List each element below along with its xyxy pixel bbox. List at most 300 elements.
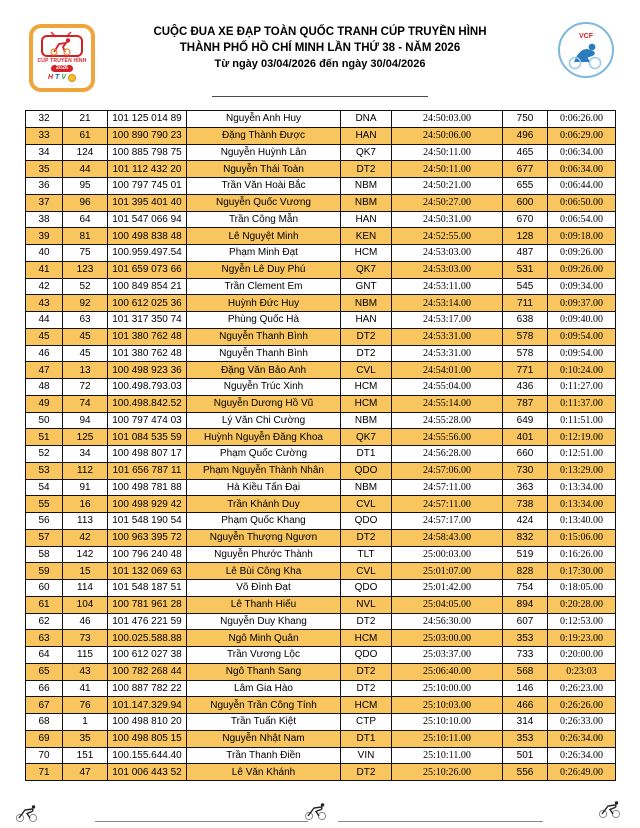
cell-uci_id: 100 849 854 21 — [108, 278, 187, 295]
cell-gap: 0:09:37.00 — [548, 295, 616, 312]
cell-gap: 0:11:27.00 — [548, 379, 616, 396]
cell-name: Ngyễn Lê Duy Phú — [187, 261, 341, 278]
cell-time: 24:53:17.00 — [392, 312, 503, 329]
table-row — [26, 697, 616, 714]
cell-points: 677 — [503, 161, 548, 178]
cell-team: HAN — [341, 312, 392, 329]
htv-letter: T — [55, 74, 60, 81]
cell-gap: 0:06:29.00 — [548, 127, 616, 144]
cell-bib: 104 — [63, 596, 108, 613]
cell-name: Nguyễn Thượng Ngươn — [187, 529, 341, 546]
cell-uci_id: 100 498 838 48 — [108, 228, 187, 245]
cell-points: 894 — [503, 596, 548, 613]
cell-name: Phạm Minh Đạt — [187, 245, 341, 262]
cell-points: 465 — [503, 144, 548, 161]
cell-points: 649 — [503, 412, 548, 429]
cell-bib: 42 — [63, 529, 108, 546]
cell-team: QK7 — [341, 261, 392, 278]
cell-rank: 39 — [26, 228, 63, 245]
cell-team: QK7 — [341, 429, 392, 446]
cell-points: 655 — [503, 178, 548, 195]
cell-rank: 62 — [26, 613, 63, 630]
cell-team: NBM — [341, 479, 392, 496]
cell-uci_id: 100 885 798 75 — [108, 144, 187, 161]
cell-gap: 0:26:33.00 — [548, 714, 616, 731]
cell-time: 24:50:21.00 — [392, 178, 503, 195]
table-row — [26, 596, 616, 613]
tv-cyclist-icon — [40, 31, 84, 57]
cell-team: DT2 — [341, 680, 392, 697]
cell-name: Nguyễn Phước Thành — [187, 546, 341, 563]
cell-name: Nguyễn Thái Toàn — [187, 161, 341, 178]
cell-name: Lý Văn Chi Cường — [187, 412, 341, 429]
cell-uci_id: 100 796 240 48 — [108, 546, 187, 563]
cell-gap: 0:06:54.00 — [548, 211, 616, 228]
cell-team: GNT — [341, 278, 392, 295]
cell-time: 25:03:37.00 — [392, 647, 503, 664]
cell-team: DT2 — [341, 613, 392, 630]
vcf-cyclist-icon — [566, 40, 606, 70]
cell-points: 638 — [503, 312, 548, 329]
cell-uci_id: 100 498 923 36 — [108, 362, 187, 379]
cell-time: 25:10:00.00 — [392, 680, 503, 697]
cup-logo-year: 2026 — [51, 65, 73, 72]
cell-time: 25:01:42.00 — [392, 580, 503, 597]
table-row — [26, 529, 616, 546]
cell-gap: 0:13:40.00 — [548, 513, 616, 530]
cell-team: QDO — [341, 647, 392, 664]
cell-rank: 44 — [26, 312, 63, 329]
cell-points: 314 — [503, 714, 548, 731]
cell-team: NVL — [341, 596, 392, 613]
table-row — [26, 580, 616, 597]
cell-time: 24:56:28.00 — [392, 446, 503, 463]
cell-team: DT2 — [341, 529, 392, 546]
cell-name: Nguyễn Trúc Xinh — [187, 379, 341, 396]
cell-rank: 51 — [26, 429, 63, 446]
cell-bib: 45 — [63, 328, 108, 345]
cell-gap: 0:11:51.00 — [548, 412, 616, 429]
cell-points: 436 — [503, 379, 548, 396]
cell-name: Lê Thanh Hiếu — [187, 596, 341, 613]
table-row — [26, 764, 616, 781]
vcf-logo — [558, 22, 614, 78]
cell-uci_id: 100 887 782 22 — [108, 680, 187, 697]
table-row — [26, 395, 616, 412]
cell-uci_id: 101 656 787 11 — [108, 462, 187, 479]
cell-time: 24:50:11.00 — [392, 161, 503, 178]
cell-bib: 16 — [63, 496, 108, 513]
cell-uci_id: 100 963 395 72 — [108, 529, 187, 546]
cell-team: HAN — [341, 211, 392, 228]
cell-rank: 37 — [26, 194, 63, 211]
cell-points: 578 — [503, 345, 548, 362]
htv-wordmark — [48, 74, 76, 82]
cell-time: 24:54:01.00 — [392, 362, 503, 379]
cell-bib: 72 — [63, 379, 108, 396]
table-row — [26, 312, 616, 329]
vcf-abbr: VCF — [579, 33, 593, 40]
cell-gap: 0:20:00.00 — [548, 647, 616, 664]
cell-gap: 0:18:05.00 — [548, 580, 616, 597]
table-row — [26, 496, 616, 513]
cell-rank: 54 — [26, 479, 63, 496]
cell-uci_id: 100 612 027 38 — [108, 647, 187, 664]
cell-uci_id: 101 548 187 51 — [108, 580, 187, 597]
cell-points: 424 — [503, 513, 548, 530]
cell-bib: 115 — [63, 647, 108, 664]
cell-team: HCM — [341, 395, 392, 412]
cell-team: DT2 — [341, 328, 392, 345]
cell-points: 545 — [503, 278, 548, 295]
cell-name: Huỳnh Đức Huy — [187, 295, 341, 312]
cell-name: Trần Clement Em — [187, 278, 341, 295]
cell-rank: 43 — [26, 295, 63, 312]
cell-gap: 0:06:34.00 — [548, 161, 616, 178]
cell-uci_id: 100.498.793.03 — [108, 379, 187, 396]
cell-bib: 44 — [63, 161, 108, 178]
cell-time: 24:50:11.00 — [392, 144, 503, 161]
cyclist-glyph-icon — [14, 804, 41, 823]
table-row — [26, 211, 616, 228]
cell-uci_id: 101 084 535 59 — [108, 429, 187, 446]
cell-time: 24:57:11.00 — [392, 496, 503, 513]
cell-time: 24:57:17.00 — [392, 513, 503, 530]
cell-bib: 114 — [63, 580, 108, 597]
cell-uci_id: 101 547 066 94 — [108, 211, 187, 228]
cell-name: Lâm Gia Hào — [187, 680, 341, 697]
cell-uci_id: 100 797 745 01 — [108, 178, 187, 195]
cell-time: 24:55:28.00 — [392, 412, 503, 429]
cell-time: 25:01:07.00 — [392, 563, 503, 580]
cell-points: 670 — [503, 211, 548, 228]
table-row — [26, 647, 616, 664]
cell-uci_id: 100 498 807 17 — [108, 446, 187, 463]
cell-time: 24:50:27.00 — [392, 194, 503, 211]
cell-time: 24:53:11.00 — [392, 278, 503, 295]
cell-gap: 0:13:34.00 — [548, 496, 616, 513]
signature-line — [338, 821, 543, 822]
cell-time: 25:10:11.00 — [392, 730, 503, 747]
cell-uci_id: 100 890 790 23 — [108, 127, 187, 144]
cell-team: HCM — [341, 379, 392, 396]
cell-uci_id: 101 112 432 20 — [108, 161, 187, 178]
cell-points: 660 — [503, 446, 548, 463]
cell-time: 25:03:00.00 — [392, 630, 503, 647]
cell-gap: 0:12:19.00 — [548, 429, 616, 446]
cell-team: VIN — [341, 747, 392, 764]
cell-rank: 45 — [26, 328, 63, 345]
cell-uci_id: 100 498 929 42 — [108, 496, 187, 513]
table-row — [26, 479, 616, 496]
table-row — [26, 412, 616, 429]
cell-bib: 1 — [63, 714, 108, 731]
cell-uci_id: 101 380 762 48 — [108, 328, 187, 345]
cell-team: CVL — [341, 563, 392, 580]
cell-bib: 73 — [63, 630, 108, 647]
cell-uci_id: 100 498 781 88 — [108, 479, 187, 496]
cell-name: Trần Tuấn Kiệt — [187, 714, 341, 731]
cell-bib: 52 — [63, 278, 108, 295]
cell-rank: 58 — [26, 546, 63, 563]
cell-rank: 33 — [26, 127, 63, 144]
cell-points: 787 — [503, 395, 548, 412]
table-row — [26, 245, 616, 262]
table-row — [26, 462, 616, 479]
cell-team: HAN — [341, 127, 392, 144]
cell-bib: 61 — [63, 127, 108, 144]
cell-name: Lê Bùi Công Kha — [187, 563, 341, 580]
cell-uci_id: 100 797 474 03 — [108, 412, 187, 429]
cell-name: Phạm Nguyễn Thành Nhân — [187, 462, 341, 479]
cell-rank: 56 — [26, 513, 63, 530]
cell-points: 733 — [503, 647, 548, 664]
cell-time: 24:53:31.00 — [392, 345, 503, 362]
cell-name: Huỳnh Nguyễn Đăng Khoa — [187, 429, 341, 446]
cell-name: Trần Công Mẫn — [187, 211, 341, 228]
cell-name: Nguyễn Anh Huy — [187, 111, 341, 128]
cell-team: CVL — [341, 496, 392, 513]
cell-time: 25:00:03.00 — [392, 546, 503, 563]
cell-rank: 70 — [26, 747, 63, 764]
cell-team: TLT — [341, 546, 392, 563]
cell-points: 828 — [503, 563, 548, 580]
table-row — [26, 144, 616, 161]
cell-time: 24:58:43.00 — [392, 529, 503, 546]
cell-gap: 0:11:37.00 — [548, 395, 616, 412]
table-row — [26, 228, 616, 245]
cell-time: 24:55:04.00 — [392, 379, 503, 396]
cell-rank: 57 — [26, 529, 63, 546]
cell-gap: 0:26:34.00 — [548, 747, 616, 764]
cell-uci_id: 100 498 805 15 — [108, 730, 187, 747]
table-row — [26, 278, 616, 295]
sponsor-dot-icon — [68, 74, 76, 82]
cell-bib: 76 — [63, 697, 108, 714]
cell-bib: 124 — [63, 144, 108, 161]
cell-points: 531 — [503, 261, 548, 278]
cell-time: 25:06:40.00 — [392, 663, 503, 680]
cell-points: 501 — [503, 747, 548, 764]
cyclist-glyph-icon — [303, 802, 330, 821]
cell-name: Nguyễn Quốc Vương — [187, 194, 341, 211]
htv-cup-logo — [29, 24, 95, 92]
cell-team: DT2 — [341, 161, 392, 178]
cell-bib: 91 — [63, 479, 108, 496]
cell-name: Nguyễn Duy Khang — [187, 613, 341, 630]
cell-team: CTP — [341, 714, 392, 731]
cell-gap: 0:09:34.00 — [548, 278, 616, 295]
cell-name: Hà Kiều Tấn Đại — [187, 479, 341, 496]
cell-name: Trần Văn Hoài Bắc — [187, 178, 341, 195]
race-title-line1: CUỘC ĐUA XE ĐẠP TOÀN QUỐC TRANH CÚP TRUYỀN HÌNH — [153, 26, 487, 38]
table-row — [26, 111, 616, 128]
table-row — [26, 161, 616, 178]
cell-name: Nguyễn Thanh Bình — [187, 345, 341, 362]
table-row — [26, 563, 616, 580]
cell-points: 832 — [503, 529, 548, 546]
cell-gap: 0:06:34.00 — [548, 144, 616, 161]
cell-time: 24:55:14.00 — [392, 395, 503, 412]
cell-points: 730 — [503, 462, 548, 479]
cell-points: 128 — [503, 228, 548, 245]
cell-points: 738 — [503, 496, 548, 513]
cell-time: 24:52:55.00 — [392, 228, 503, 245]
table-row — [26, 429, 616, 446]
table-row — [26, 194, 616, 211]
cell-bib: 64 — [63, 211, 108, 228]
cell-name: Trần Vương Lộc — [187, 647, 341, 664]
cell-name: Phùng Quốc Hà — [187, 312, 341, 329]
cell-uci_id: 101 125 014 89 — [108, 111, 187, 128]
cell-team: CVL — [341, 362, 392, 379]
cell-rank: 67 — [26, 697, 63, 714]
cell-bib: 142 — [63, 546, 108, 563]
cell-name: Trần Thanh Điền — [187, 747, 341, 764]
cell-gap: 0:19:23.00 — [548, 630, 616, 647]
cell-points: 556 — [503, 764, 548, 781]
table-row — [26, 362, 616, 379]
cell-rank: 65 — [26, 663, 63, 680]
cell-uci_id: 100.155.644.40 — [108, 747, 187, 764]
cell-team: DT2 — [341, 345, 392, 362]
cell-bib: 35 — [63, 730, 108, 747]
cell-points: 600 — [503, 194, 548, 211]
cell-points: 401 — [503, 429, 548, 446]
cell-time: 25:10:03.00 — [392, 697, 503, 714]
race-date-range: Từ ngày 03/04/2026 đến ngày 30/04/2026 — [214, 58, 426, 70]
cell-name: Đặng Văn Bảo Anh — [187, 362, 341, 379]
cell-bib: 125 — [63, 429, 108, 446]
cell-uci_id: 100 782 268 44 — [108, 663, 187, 680]
cell-bib: 21 — [63, 111, 108, 128]
cell-time: 24:57:06.00 — [392, 462, 503, 479]
cell-gap: 0:13:34.00 — [548, 479, 616, 496]
cell-gap: 0:16:26.00 — [548, 546, 616, 563]
cell-name: Đặng Thành Được — [187, 127, 341, 144]
cell-name: Phạm Quốc Cường — [187, 446, 341, 463]
cell-name: Lê Nguyệt Minh — [187, 228, 341, 245]
cell-team: KEN — [341, 228, 392, 245]
cell-bib: 15 — [63, 563, 108, 580]
cell-gap: 0:09:54.00 — [548, 345, 616, 362]
cell-uci_id: 101 006 443 52 — [108, 764, 187, 781]
cell-points: 578 — [503, 328, 548, 345]
table-row — [26, 345, 616, 362]
cell-team: NBM — [341, 194, 392, 211]
cell-gap: 0:13:29.00 — [548, 462, 616, 479]
cell-team: NBM — [341, 178, 392, 195]
cell-gap: 0:12:53.00 — [548, 613, 616, 630]
cell-gap: 0:06:26.00 — [548, 111, 616, 128]
cell-time: 24:56:30.00 — [392, 613, 503, 630]
cell-gap: 0:06:50.00 — [548, 194, 616, 211]
cell-bib: 94 — [63, 412, 108, 429]
cell-rank: 53 — [26, 462, 63, 479]
cell-points: 750 — [503, 111, 548, 128]
cell-time: 25:10:26.00 — [392, 764, 503, 781]
signature-line — [95, 821, 308, 822]
cell-time: 24:57:11.00 — [392, 479, 503, 496]
cell-rank: 66 — [26, 680, 63, 697]
cell-gap: 0:26:23.00 — [548, 680, 616, 697]
cell-points: 353 — [503, 730, 548, 747]
cell-bib: 95 — [63, 178, 108, 195]
htv-letter: V — [61, 74, 66, 81]
page-title — [120, 24, 520, 73]
race-title-line2: THÀNH PHỐ HỒ CHÍ MINH LẦN THỨ 38 - NĂM 2026 — [179, 42, 461, 54]
cell-team: DNA — [341, 111, 392, 128]
htv-letter: H — [47, 74, 54, 81]
cell-team: NBM — [341, 412, 392, 429]
cell-gap: 0:26:26.00 — [548, 697, 616, 714]
table-row — [26, 379, 616, 396]
cell-bib: 63 — [63, 312, 108, 329]
results-table — [25, 110, 616, 781]
header-divider — [212, 96, 428, 97]
cell-team: HCM — [341, 245, 392, 262]
cell-points: 771 — [503, 362, 548, 379]
cell-bib: 41 — [63, 680, 108, 697]
cell-uci_id: 101 380 762 48 — [108, 345, 187, 362]
cell-gap: 0:09:18.00 — [548, 228, 616, 245]
cell-bib: 74 — [63, 395, 108, 412]
cell-name: Võ Đình Đạt — [187, 580, 341, 597]
cell-bib: 92 — [63, 295, 108, 312]
cell-name: Nguyễn Dương Hồ Vũ — [187, 395, 341, 412]
cell-rank: 32 — [26, 111, 63, 128]
cell-points: 568 — [503, 663, 548, 680]
cell-bib: 34 — [63, 446, 108, 463]
cell-uci_id: 101 548 190 54 — [108, 513, 187, 530]
table-row — [26, 546, 616, 563]
cell-points: 487 — [503, 245, 548, 262]
cell-bib: 43 — [63, 663, 108, 680]
cell-team: DT1 — [341, 446, 392, 463]
cell-rank: 68 — [26, 714, 63, 731]
cell-rank: 35 — [26, 161, 63, 178]
cell-bib: 123 — [63, 261, 108, 278]
table-row — [26, 127, 616, 144]
cell-gap: 0:20:28.00 — [548, 596, 616, 613]
cell-team: QDO — [341, 462, 392, 479]
cell-team: HCM — [341, 697, 392, 714]
cell-name: Lê Văn Khánh — [187, 764, 341, 781]
table-row — [26, 295, 616, 312]
cell-gap: 0:15:06.00 — [548, 529, 616, 546]
cell-rank: 50 — [26, 412, 63, 429]
cell-uci_id: 101 659 073 66 — [108, 261, 187, 278]
cell-gap: 0:12:51.00 — [548, 446, 616, 463]
cell-rank: 60 — [26, 580, 63, 597]
cell-time: 24:53:03.00 — [392, 261, 503, 278]
cyclist-glyph-icon — [597, 800, 624, 819]
cell-team: HCM — [341, 630, 392, 647]
cell-points: 146 — [503, 680, 548, 697]
cell-uci_id: 101 317 350 74 — [108, 312, 187, 329]
cell-uci_id: 101 395 401 40 — [108, 194, 187, 211]
cell-points: 363 — [503, 479, 548, 496]
cell-gap: 0:09:40.00 — [548, 312, 616, 329]
cell-team: DT2 — [341, 764, 392, 781]
table-row — [26, 261, 616, 278]
table-row — [26, 663, 616, 680]
cell-bib: 45 — [63, 345, 108, 362]
cell-uci_id: 100 612 025 36 — [108, 295, 187, 312]
cell-team: NBM — [341, 295, 392, 312]
cell-name: Ngô Thanh Sang — [187, 663, 341, 680]
cell-rank: 63 — [26, 630, 63, 647]
